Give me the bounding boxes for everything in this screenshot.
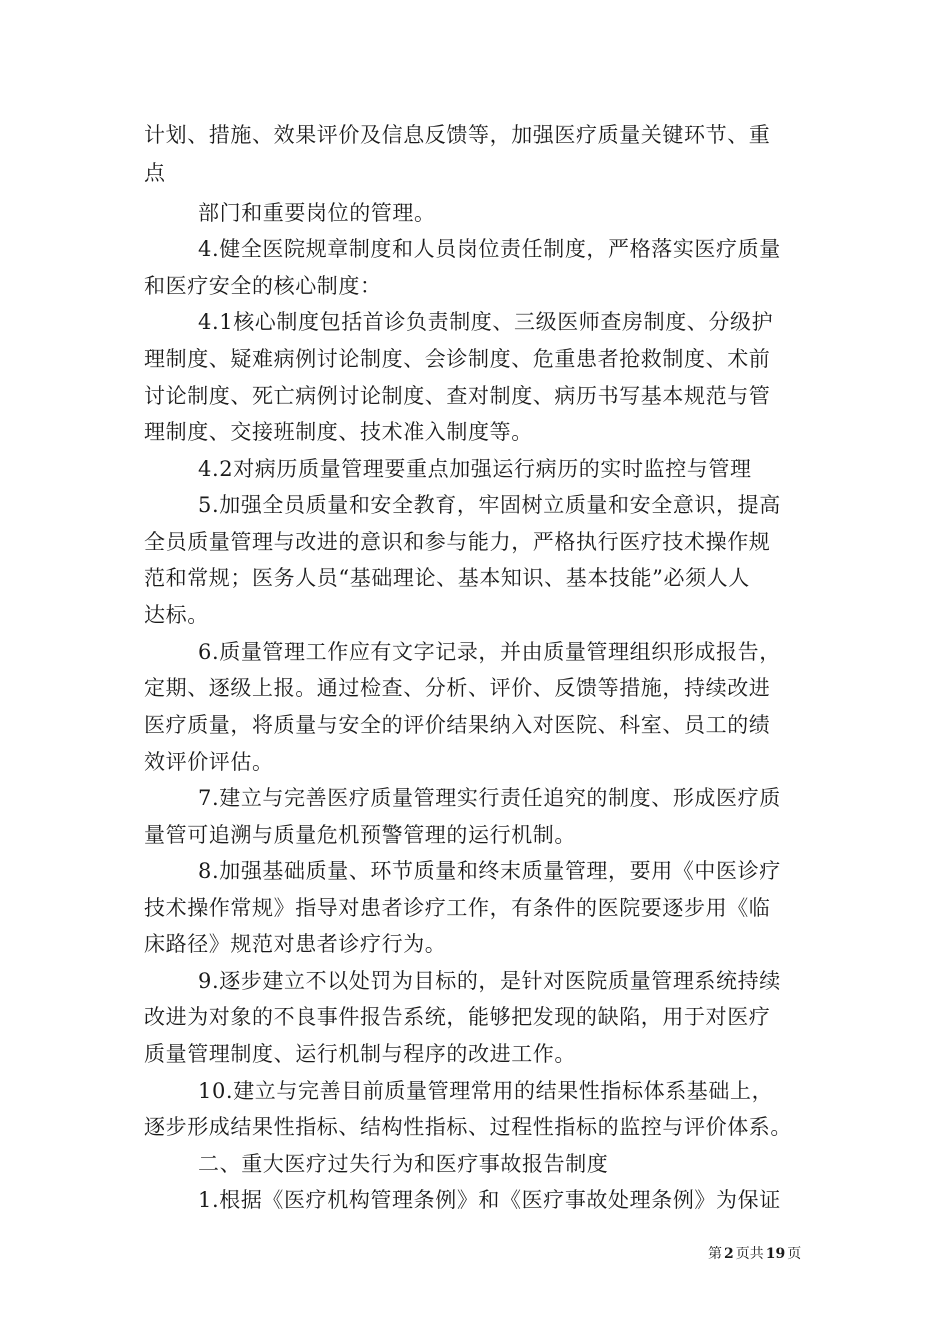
text-line: 医疗质量，将质量与安全的评价结果纳入对医院、科室、员工的绩	[144, 713, 771, 737]
text-line: 4.2对病历质量管理要重点加强运行病历的实时监控与管理	[198, 457, 752, 481]
text-line: 讨论制度、死亡病例讨论制度、查对制度、病历书写基本规范与管	[144, 384, 771, 408]
page-footer	[708, 1244, 801, 1264]
text-line: 9.逐步建立不以处罚为目标的，是针对医院质量管理系统持续	[198, 969, 781, 993]
text-line: 理制度、交接班制度、技术准入制度等。	[144, 420, 533, 444]
text-line: 二、重大医疗过失行为和医疗事故报告制度	[198, 1152, 609, 1176]
text-line: 6.质量管理工作应有文字记录，并由质量管理组织形成报告，	[198, 640, 781, 664]
text-line: 部门和重要岗位的管理。	[198, 201, 436, 225]
text-line: 逐步形成结果性指标、结构性指标、过程性指标的监控与评价体系。	[144, 1115, 792, 1139]
text-line: 床路径》规范对患者诊疗行为。	[144, 932, 447, 956]
text-line: 定期、逐级上报。通过检查、分析、评价、反馈等措施，持续改进	[144, 676, 771, 700]
text-line: 10.建立与完善目前质量管理常用的结果性指标体系基础上，	[198, 1079, 774, 1103]
page-label-prefix: 第	[708, 1246, 722, 1262]
text-line: 效评价评估。	[144, 750, 274, 774]
text-line: 1.根据《医疗机构管理条例》和《医疗事故处理条例》为保证	[198, 1188, 781, 1212]
text-line: 理制度、疑难病例讨论制度、会诊制度、危重患者抢救制度、术前	[144, 347, 771, 371]
text-line: 4.健全医院规章制度和人员岗位责任制度，严格落实医疗质量	[198, 237, 781, 261]
text-line: 质量管理制度、运行机制与程序的改进工作。	[144, 1042, 576, 1066]
total-pages-number: 19	[765, 1246, 786, 1262]
text-line: 5.加强全员质量和安全教育，牢固树立质量和安全意识，提高	[198, 493, 781, 517]
text-line: 范和常规；医务人员“基础理论、基本知识、基本技能”必须人人	[144, 566, 750, 590]
text-line: 点	[144, 161, 166, 185]
page-label-suffix: 页	[787, 1246, 802, 1262]
text-line: 和医疗安全的核心制度：	[144, 274, 382, 298]
current-page-number: 2	[724, 1246, 734, 1262]
text-line: 7.建立与完善医疗质量管理实行责任追究的制度、形成医疗质	[198, 786, 781, 810]
page-label-middle: 页共	[735, 1246, 764, 1262]
text-line: 达标。	[144, 603, 209, 627]
text-line: 计划、措施、效果评价及信息反馈等，加强医疗质量关键环节、重	[144, 123, 771, 147]
text-line: 8.加强基础质量、环节质量和终末质量管理，要用《中医诊疗	[198, 859, 781, 883]
text-line: 量管可追溯与质量危机预警管理的运行机制。	[144, 823, 576, 847]
text-line: 全员质量管理与改进的意识和参与能力，严格执行医疗技术操作规	[144, 530, 771, 554]
text-line: 4.1核心制度包括首诊负责制度、三级医师查房制度、分级护	[198, 310, 774, 334]
text-line: 技术操作常规》指导对患者诊疗工作，有条件的医院要逐步用《临	[144, 896, 771, 920]
text-line: 改进为对象的不良事件报告系统，能够把发现的缺陷，用于对医疗	[144, 1005, 771, 1029]
